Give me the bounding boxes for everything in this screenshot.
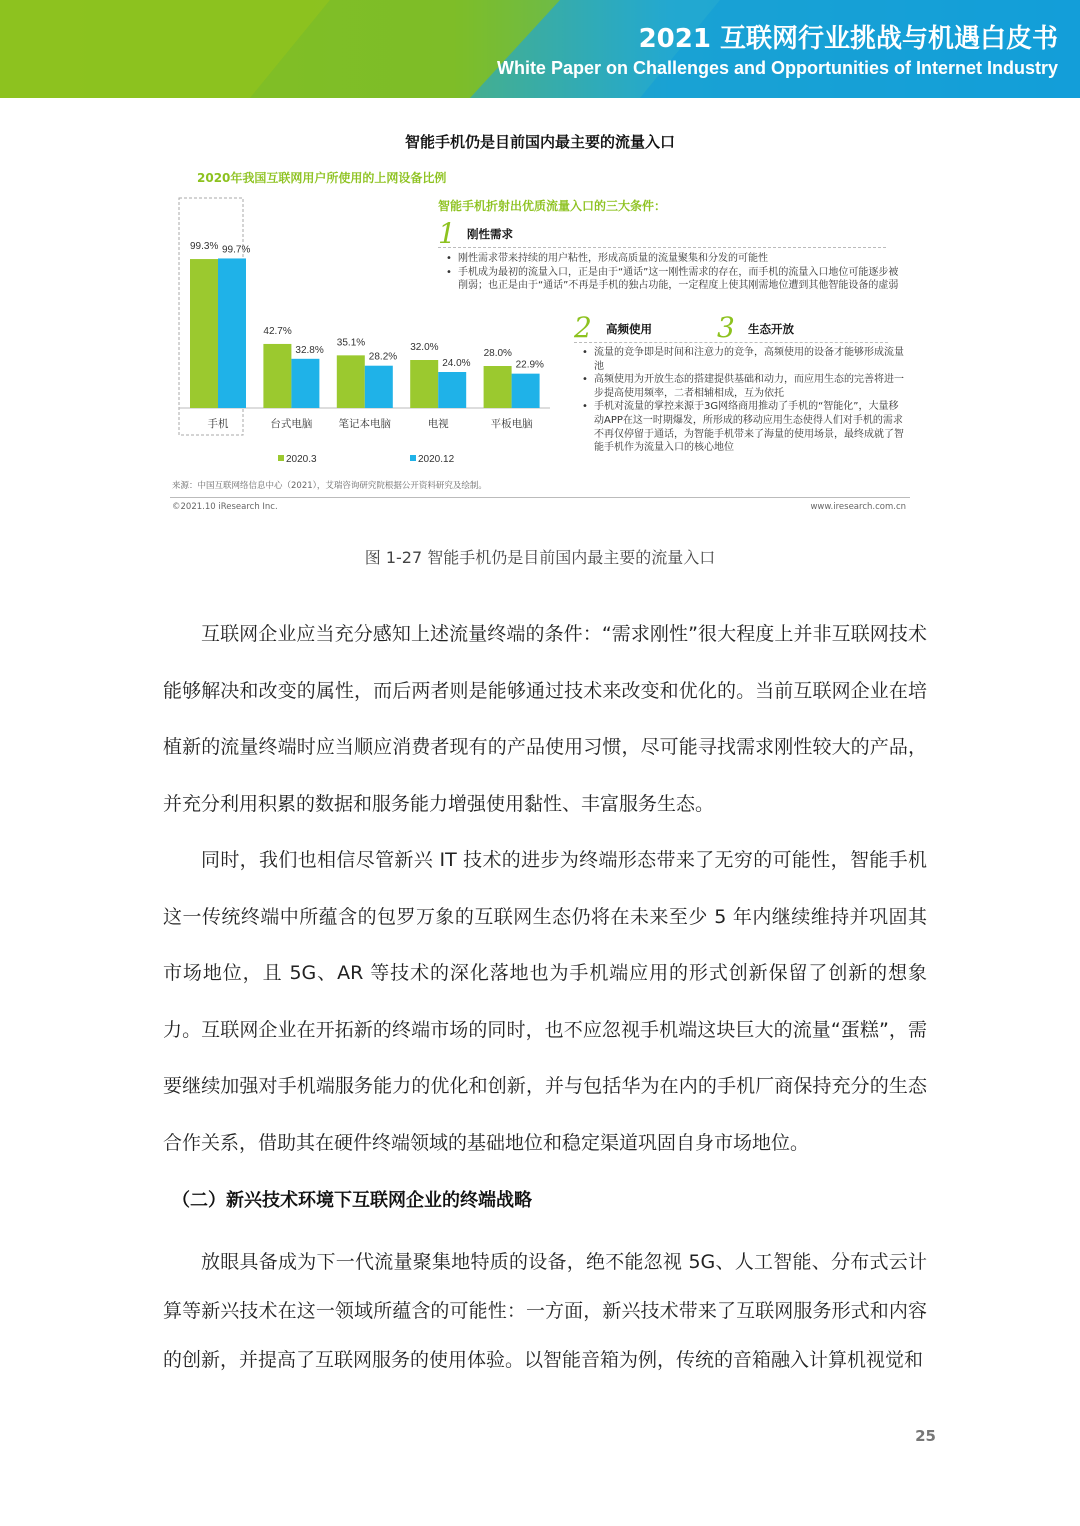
legend-swatch <box>410 455 416 461</box>
bullet-item: • 高频使用为开放生态的搭建提供基础和动力，而应用生态的完善将进一步提高使用频率，二者相辅相成，互为依托 <box>594 373 904 400</box>
header-banner <box>0 0 1080 98</box>
document-title: 2021 互联网行业挑战与机遇白皮书 <box>638 24 1058 54</box>
divider <box>574 342 888 343</box>
condition-title-3: 生态开放 <box>748 322 794 336</box>
bar-2020.3-手机 <box>190 259 218 408</box>
legend-label: 2020.12 <box>418 454 455 465</box>
figure-copyright: ©2021.10 iResearch Inc. <box>172 502 278 512</box>
condition-1-bullets <box>444 252 902 293</box>
figure-caption: 图 1-27 智能手机仍是目前国内最主要的流量入口 <box>364 548 716 567</box>
data-label: 22.9% <box>515 359 544 371</box>
legend-swatch <box>278 455 284 461</box>
condition-title-2: 高频使用 <box>606 322 652 336</box>
figure-divider <box>170 497 910 498</box>
figure-source: 来源：中国互联网络信息中心（2021），艾瑞咨询研究院根据公开资料研究及绘制。 <box>172 481 487 491</box>
data-label: 32.8% <box>295 344 324 356</box>
bullet-item: • 手机对流量的掌控来源于3G网络商用推动了手机的“智能化”，大量移动APP在这一时期爆发，所形成的移动应用生态使得人们对手机的需求不再仅停留于通话，为智能手机带来了海量的使用场景，最终成就了智能手机作为流量入口的核心地位 <box>594 400 904 454</box>
data-label: 24.0% <box>442 358 471 369</box>
legend-label: 2020.3 <box>286 454 317 465</box>
condition-number-3: 3 <box>717 311 735 344</box>
body-paragraph-1: 互联网企业应当充分感知上述流量终端的条件：“需求刚性”很大程度上并非互联网技术能够解决和改变的属性，而后两者则是能够通过技术来改变和优化的。当前互联网企业在培植新的流量终端时应当顺应消费者现有的产品使用习惯，尽可能寻找需求刚性较大的产品，并充分利用积累的数据和服务能力增强使用黏性、丰富服务生态。 <box>163 623 927 815</box>
bar-2020.3-电视 <box>410 360 438 408</box>
chart-heading: 2020年我国互联网用户所使用的上网设备比例 <box>197 171 447 185</box>
data-label: 42.7% <box>263 325 292 337</box>
bar-chart <box>170 125 910 520</box>
document-subtitle: White Paper on Challenges and Opportunities of Internet Industry <box>496 58 1058 78</box>
data-label: 99.7% <box>222 244 251 256</box>
condition-2-3-bullets <box>580 346 904 455</box>
divider <box>438 247 886 248</box>
data-label: 28.0% <box>483 348 512 359</box>
bar-2020.12-手机 <box>218 258 246 408</box>
bar-2020.12-平板电脑 <box>512 374 540 408</box>
body-paragraph-3: 放眼具备成为下一代流量聚集地特质的设备，绝不能忽视 5G、人工智能、分布式云计算等新兴技术在这一领域所蕴含的可能性：一方面，新兴技术带来了互联网服务形式和内容的创新，并提高了互联网服务的使用体验。以智能音箱为例，传统的音箱融入计算机视觉和 <box>163 1251 927 1371</box>
conditions-heading: 智能手机折射出优质流量入口的三大条件： <box>438 199 667 213</box>
figure-title: 智能手机仍是目前国内最主要的流量入口 <box>404 133 675 151</box>
category-label: 笔记本电脑 <box>338 418 392 430</box>
condition-number-2: 2 <box>574 311 592 344</box>
section-heading: （二）新兴技术环境下互联网企业的终端战略 <box>172 1190 532 1211</box>
body-paragraph-2: 同时，我们也相信尽管新兴 IT 技术的进步为终端形态带来了无穷的可能性，智能手机这一传统终端中所蕴含的包罗万象的互联网生态仍将在未来至少 5 年内继续维持并巩固其市场地位，且 5G、AR 等技术的深化落地也为手机端应用的形式创新保留了创新的想象力。互联网企业在开拓新的终端市场的同时，也不应忽视手机端这块巨大的流量“蛋糕”，需要继续加强对手机端服务能力的优化和创新，并与包括华为在内的手机厂商保持充分的生态合作关系，借助其在硬件终端领域的基础地位和稳定渠道巩固自身市场地位。 <box>163 849 927 1154</box>
bullet-item: • 流量的竞争即是时间和注意力的竞争，高频使用的设备才能够形成流量池 <box>594 346 904 373</box>
condition-number-1: 1 <box>438 217 456 250</box>
figure-panel <box>170 125 910 520</box>
data-label: 35.1% <box>336 337 366 349</box>
data-label: 99.3% <box>190 241 219 253</box>
condition-title-1: 刚性需求 <box>467 227 513 241</box>
figure-website: www.iresearch.com.cn <box>810 502 906 512</box>
category-label: 平板电脑 <box>490 418 533 430</box>
page-number: 25 <box>915 1427 936 1445</box>
bar-2020.12-台式电脑 <box>291 359 319 408</box>
bar-2020.3-笔记本电脑 <box>337 355 365 408</box>
data-label: 32.0% <box>410 342 439 353</box>
bar-2020.12-电视 <box>438 372 466 408</box>
data-label: 28.2% <box>368 351 398 363</box>
category-label: 电视 <box>427 418 449 430</box>
bar-2020.3-平板电脑 <box>484 366 512 408</box>
bar-2020.12-笔记本电脑 <box>365 366 393 408</box>
category-label: 手机 <box>207 418 229 430</box>
bullet-item: • 刚性需求带来持续的用户粘性，形成高质量的流量聚集和分发的可能性 <box>458 252 902 266</box>
bullet-item: • 手机成为最初的流量入口，正是由于“通话”这一刚性需求的存在，而手机的流量入口地位可能逐步被削弱；也正是由于“通话”不再是手机的独占功能，一定程度上使其刚需地位遭到其他智能设备的虚弱 <box>458 266 902 293</box>
bar-2020.3-台式电脑 <box>263 344 291 408</box>
category-label: 台式电脑 <box>270 418 313 430</box>
